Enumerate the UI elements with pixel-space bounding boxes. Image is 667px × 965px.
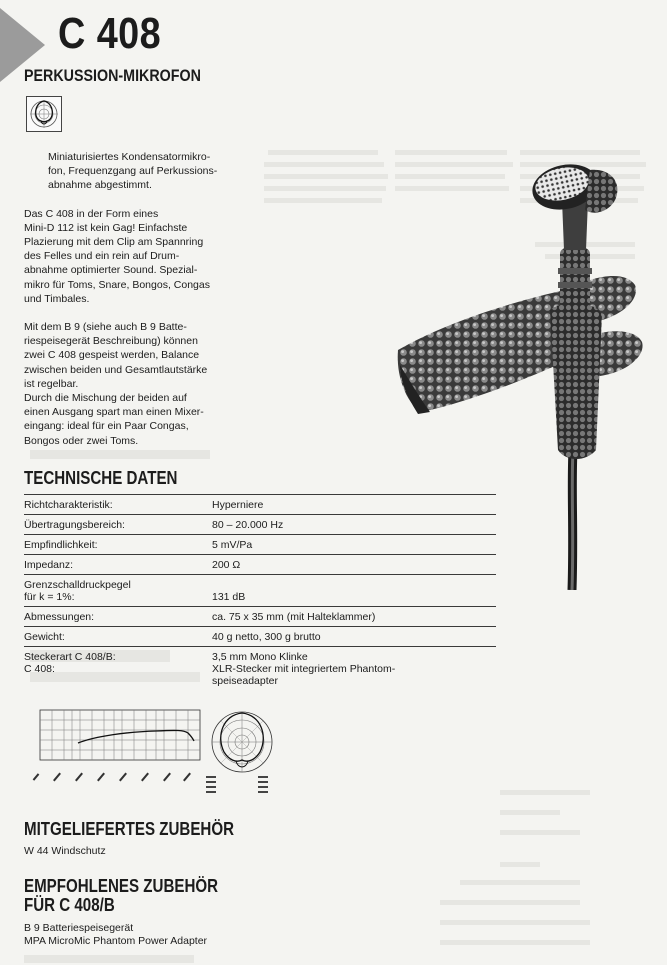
show-through-text xyxy=(268,150,378,155)
supplied-accessories-heading: MITGELIEFERTES ZUBEHÖR xyxy=(24,819,235,839)
spec-label: Abmessungen: xyxy=(24,611,95,623)
spec-value: 3,5 mm Mono Klinke XLR-Stecker mit integriertem Phantom- speiseadapter xyxy=(212,651,396,687)
spec-value: 80 – 20.000 Hz xyxy=(212,519,284,531)
intro-paragraph-3: Mit dem B 9 (siehe auch B 9 Batte- riespeisegerät Beschreibung) können zwei C 408 gespeist werden, Balance zwischen beiden und Gesamtlautstärke ist regelbar. Durch die Mischung der beiden auf einen Ausgang spart man einen Mixer- eingang: ideal für ein Paar Congas, Bongos oder zwei Toms. xyxy=(24,321,208,447)
specs-table xyxy=(24,494,496,690)
intro-text xyxy=(24,150,254,448)
model-title: C 408 xyxy=(58,9,162,58)
show-through-text xyxy=(264,162,384,167)
spec-value: 200 Ω xyxy=(212,559,241,571)
intro-paragraph-2: Das C 408 in der Form eines Mini-D 112 ist kein Gag! Einfachste Plazierung mit dem Clip am Spannring des Felles und ein rein auf Drum- abnahme optimierter Sound. Spezial- mikro für Toms, Snare, Bongos, Congas und Timbales. xyxy=(24,207,210,305)
table-row xyxy=(24,535,496,555)
spec-label: Steckerart C 408/B: C 408: xyxy=(24,651,116,675)
specs-heading: TECHNISCHE DATEN xyxy=(24,468,178,488)
show-through-text xyxy=(440,940,590,945)
hypercardioid-polar-icon xyxy=(26,96,62,132)
table-row xyxy=(24,555,496,575)
spec-value: ca. 75 x 35 mm (mit Halteklammer) xyxy=(212,611,376,623)
show-through-text xyxy=(440,920,590,925)
table-row xyxy=(24,647,496,690)
spec-label: Richtcharakteristik: xyxy=(24,499,113,511)
spec-value: 40 g netto, 300 g brutto xyxy=(212,631,321,643)
show-through-text xyxy=(264,198,382,203)
show-through-text xyxy=(500,810,560,815)
show-through-text xyxy=(500,830,580,835)
show-through-text xyxy=(440,900,580,905)
supplied-accessories-list: W 44 Windschutz xyxy=(24,845,106,857)
show-through-text xyxy=(460,880,580,885)
recommended-accessories-list: B 9 Batteriespeisegerät MPA MicroMic Phantom Power Adapter xyxy=(24,922,208,947)
frequency-response-graph xyxy=(26,706,206,786)
spec-label: Empfindlichkeit: xyxy=(24,539,98,551)
polar-pattern-diagram xyxy=(206,706,296,796)
table-row xyxy=(24,627,496,647)
spec-label: Impedanz: xyxy=(24,559,74,571)
intro-paragraph-1: Miniaturisiertes Kondensatormikro- fon, Frequenzgang auf Perkussions- abnahme abgestimmt. xyxy=(48,151,218,192)
spec-label: Grenzschalldruckpegel für k = 1%: xyxy=(24,579,131,603)
show-through-text xyxy=(500,790,590,795)
table-row xyxy=(24,575,496,607)
spec-label: Übertragungsbereich: xyxy=(24,519,125,531)
recommended-accessories-heading: EMPFOHLENES ZUBEHÖR FÜR C 408/B xyxy=(24,876,219,915)
show-through-text xyxy=(264,186,386,191)
product-subtitle: PERKUSSION-MIKROFON xyxy=(24,66,201,85)
show-through-text xyxy=(500,862,540,867)
show-through-text xyxy=(24,955,194,963)
show-through-text xyxy=(30,450,210,459)
spec-value: 131 dB xyxy=(212,591,246,603)
spec-value: 5 mV/Pa xyxy=(212,539,253,551)
table-row xyxy=(24,515,496,535)
show-through-text xyxy=(264,174,388,179)
table-row xyxy=(24,607,496,627)
spec-value: Hyperniere xyxy=(212,499,264,511)
table-row xyxy=(24,494,496,515)
spec-label: Gewicht: xyxy=(24,631,65,643)
